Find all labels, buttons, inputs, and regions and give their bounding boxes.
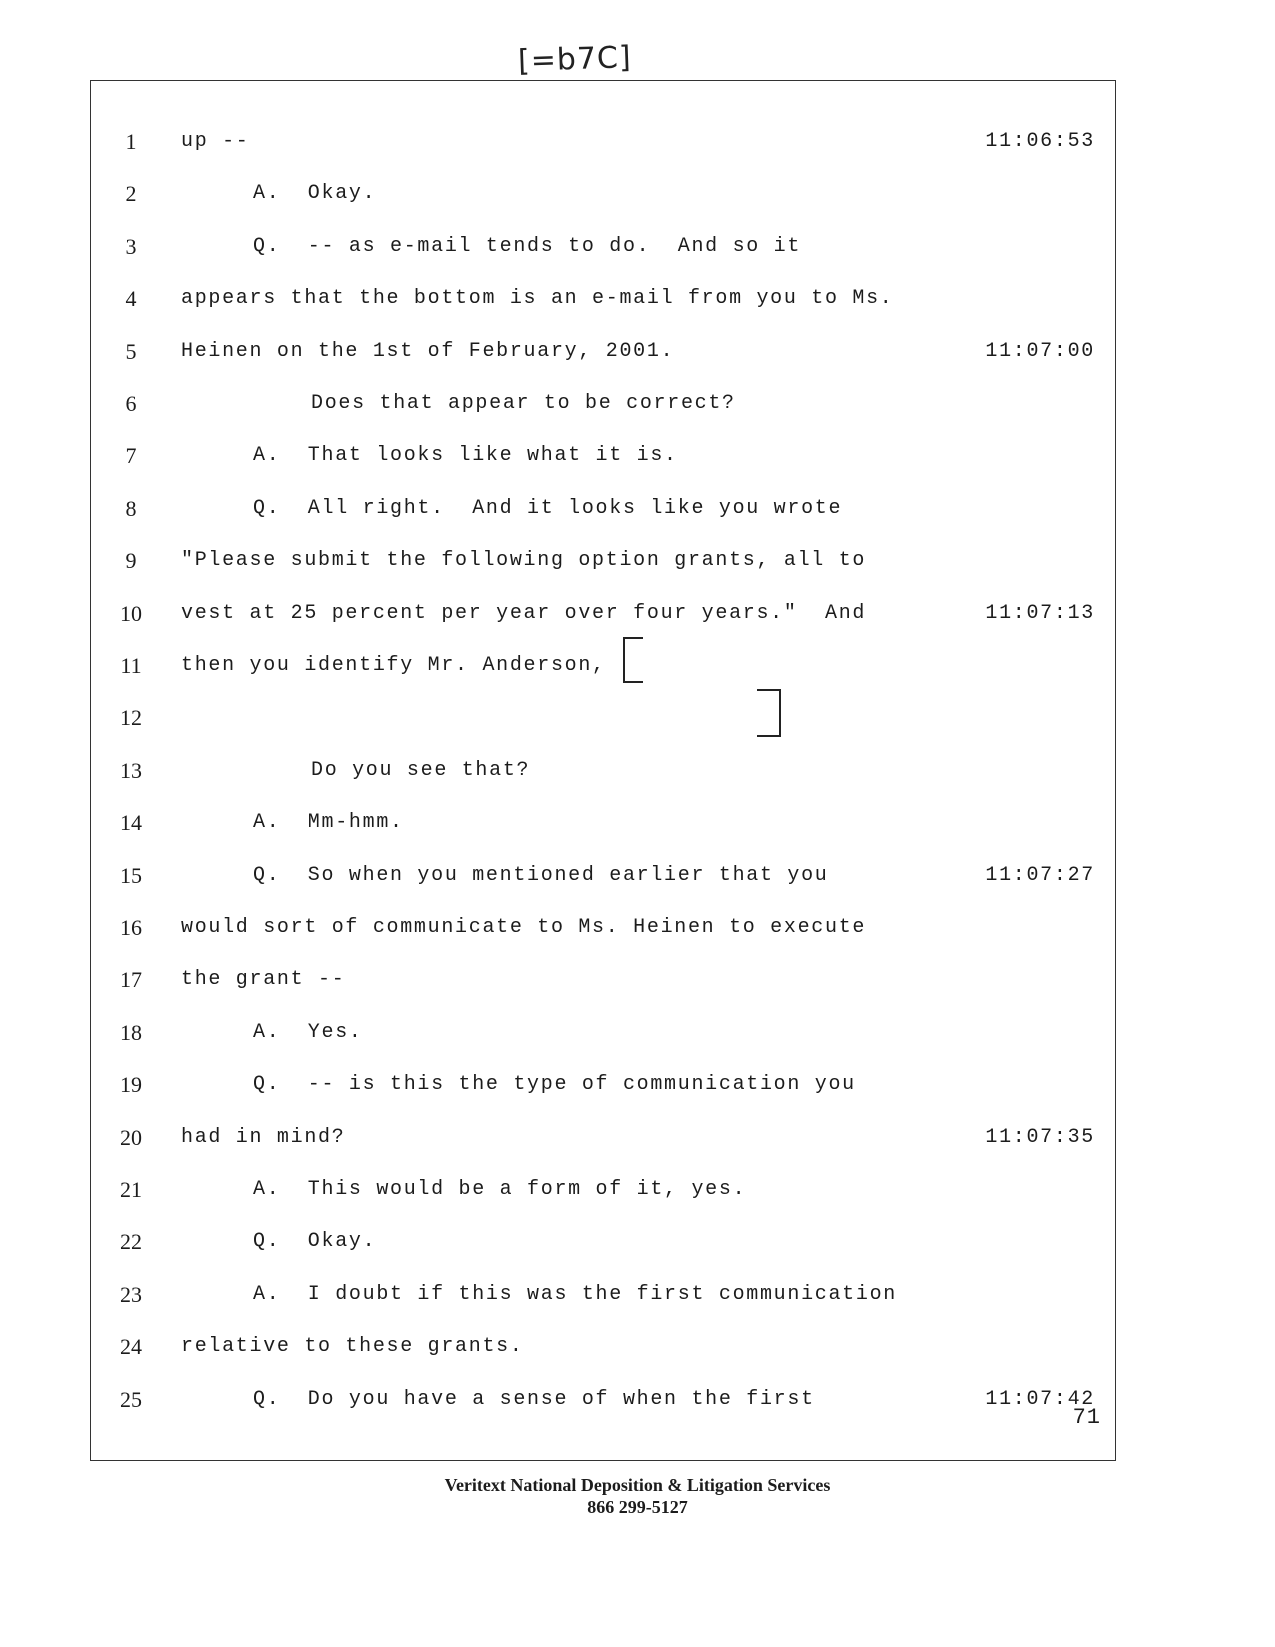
line-number: 9 [125, 548, 137, 574]
transcript-line [91, 1332, 1115, 1362]
line-text: would sort of communicate to Ms. Heinen to execute [181, 916, 867, 939]
transcript-line [91, 179, 1115, 209]
line-number: 6 [125, 391, 137, 416]
transcript-line [91, 1227, 1115, 1257]
line-timestamp: 11:07:27 [985, 863, 1095, 887]
line-number: 2 [125, 181, 137, 207]
transcript-line [91, 127, 1115, 157]
redaction-bracket-close [757, 689, 781, 737]
transcript-line [91, 861, 1115, 891]
transcript-line [91, 232, 1115, 262]
transcript-line [91, 808, 1115, 838]
line-text: A. I doubt if this was the first communication [253, 1282, 897, 1306]
line-number: 21 [120, 1177, 142, 1202]
line-text: Q. Do you have a sense of when the first [253, 1387, 815, 1411]
line-timestamp: 11:07:42 [985, 1387, 1095, 1411]
line-number: 16 [120, 915, 142, 940]
line-number: 17 [120, 967, 142, 993]
line-text: Do you see that? [311, 758, 531, 782]
transcript-line [91, 1280, 1115, 1310]
line-text: then you identify Mr. Anderson, [181, 654, 606, 677]
line-text: relative to these grants. [181, 1335, 524, 1359]
footer-phone: 866 299-5127 [587, 1497, 688, 1517]
line-number: 11 [120, 653, 142, 678]
line-text: the grant -- [181, 968, 346, 992]
transcript-line [91, 1070, 1115, 1100]
footer [0, 1474, 1275, 1518]
line-text: appears that the bottom is an e-mail from you to Ms. [181, 287, 894, 311]
transcript-line [91, 1018, 1115, 1048]
line-number: 13 [120, 757, 142, 783]
line-text: A. Yes. [253, 1020, 363, 1044]
transcript-page-frame [90, 80, 1116, 1461]
line-timestamp: 11:07:13 [985, 601, 1095, 625]
line-text: Q. All right. And it looks like you wrote [253, 496, 843, 520]
redaction-bracket-open [623, 637, 643, 683]
transcript-line [91, 703, 1115, 733]
line-text: Q. -- as e-mail tends to do. And so it [253, 234, 802, 258]
transcript-line [91, 284, 1115, 314]
transcript-line [91, 337, 1115, 367]
line-number: 19 [120, 1072, 142, 1098]
line-text: Q. So when you mentioned earlier that you [253, 863, 829, 887]
transcript-line [91, 913, 1115, 943]
line-text: A. This would be a form of it, yes. [253, 1178, 747, 1201]
transcript-line [91, 756, 1115, 786]
line-text: had in mind? [181, 1125, 346, 1149]
transcript-line [91, 1385, 1115, 1415]
line-number: 14 [120, 810, 142, 836]
line-number: 20 [120, 1124, 142, 1150]
transcript-line [91, 1123, 1115, 1153]
line-number: 8 [125, 495, 137, 521]
line-number: 10 [120, 600, 142, 626]
line-text: up -- [181, 130, 250, 153]
line-number: 12 [120, 705, 142, 731]
line-timestamp: 11:07:35 [985, 1125, 1095, 1149]
line-text: Heinen on the 1st of February, 2001. [181, 339, 675, 363]
line-text: A. Okay. [253, 182, 377, 206]
line-number: 4 [125, 286, 137, 312]
page-number: 71 [1072, 1405, 1101, 1430]
line-number: 3 [125, 233, 137, 259]
transcript-line [91, 1175, 1115, 1205]
line-number: 7 [125, 443, 137, 469]
redaction-tag-text: [=b7C] [517, 40, 633, 79]
transcript-line [91, 599, 1115, 629]
redaction-handwritten-tag [498, 40, 633, 80]
transcript-line [91, 965, 1115, 995]
line-text: "Please submit the following option grants, all to [181, 549, 867, 573]
line-text: Q. Okay. [253, 1230, 377, 1254]
line-text: A. That looks like what it is. [253, 444, 678, 468]
line-number: 22 [120, 1229, 142, 1255]
transcript-line [91, 546, 1115, 576]
line-number: 23 [120, 1281, 142, 1307]
line-text: Q. -- is this the type of communication you [253, 1073, 856, 1097]
line-number: 25 [120, 1386, 142, 1412]
line-number: 15 [120, 862, 142, 888]
footer-company: Veritext National Deposition & Litigation Services [444, 1475, 831, 1495]
line-number: 24 [120, 1334, 142, 1360]
line-number: 18 [120, 1019, 142, 1045]
transcript-line [91, 441, 1115, 471]
transcript-line [91, 651, 1115, 681]
line-timestamp: 11:07:00 [985, 339, 1095, 363]
transcript-line [91, 494, 1115, 524]
line-timestamp: 11:06:53 [985, 130, 1095, 153]
line-text: A. Mm-hmm. [253, 811, 404, 835]
transcript-line [91, 389, 1115, 419]
line-number: 5 [125, 338, 137, 364]
line-text: Does that appear to be correct? [311, 392, 736, 415]
line-number: 1 [125, 129, 137, 154]
line-text: vest at 25 percent per year over four years." And [181, 601, 867, 625]
